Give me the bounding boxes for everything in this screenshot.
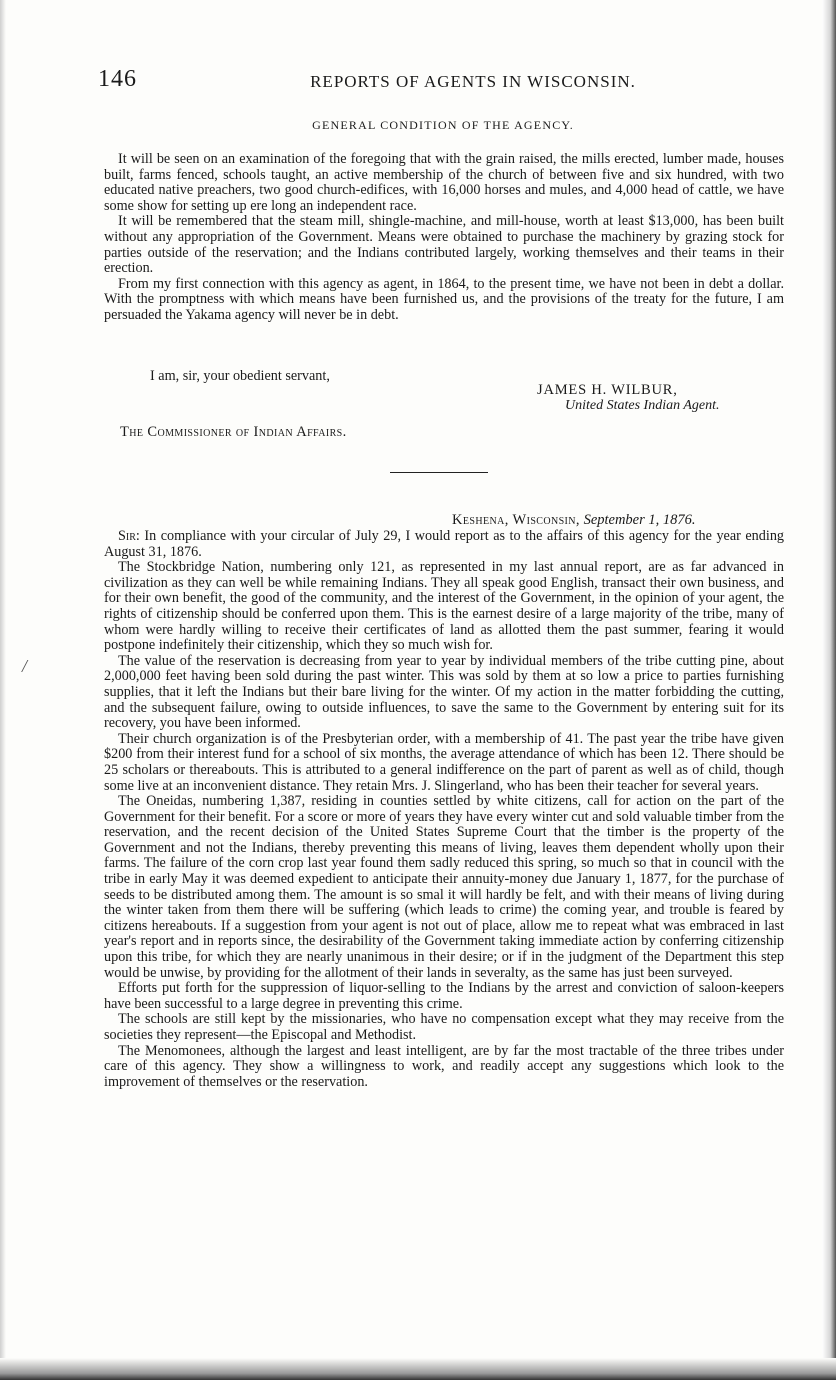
paragraph: The value of the reservation is decreasing from year to year by individual members of the tribe cutting pine, about 2,000,000 feet having been sold during the past winter. This was sold by them at so low a price to parties furnishing supplies, that it left the Indians but their bare living for the winter. Of my action in the matter forbidding the cutting, and the subsequent failure, owing to outside influences, to save the same to the Government by entering suit for its recovery, you have been informed. — [104, 652, 784, 732]
margin-mark: / — [22, 656, 28, 676]
dateline-date: September 1, 1876. — [583, 512, 696, 528]
page-number: 146 — [98, 66, 137, 92]
paragraph: The Menomonees, although the largest and least intelligent, are by far the most tractable of the three tribes under care of this agency. They show a willingness to work, and readily accept any suggestions which look to the improvement of themselves or the reservation. — [104, 1042, 784, 1090]
addressee: The Commissioner of Indian Affairs. — [120, 424, 347, 440]
dateline-place: Keshena, Wisconsin, — [452, 512, 580, 528]
letter-one-body — [104, 152, 784, 324]
paragraph — [104, 529, 784, 560]
page-header — [98, 66, 788, 98]
paragraph: Efforts put forth for the suppression of liquor-selling to the Indians by the arrest and conviction of saloon-keepers have been successful to a large degree in preventing this crime. — [104, 980, 784, 1012]
signer-name: JAMES H. WILBUR, — [537, 382, 678, 398]
paragraph: Their church organization is of the Presbyterian order, with a membership of 41. The past year the tribe have given $200 from their interest fund for a school of six months, the average attendance of which has been 12. There should be 25 scholars or thereabouts. This is attributed to a general indifference on the part of parent as well as of child, though some live at an inconvenient distance. They retain Mrs. J. Slingerland, who has been their teacher for several years. — [104, 730, 784, 794]
paragraph: From my first connection with this agency as agent, in 1864, to the present time, we have not been in debt a dollar. With the promptness with which means have been furnished us, and the provisions of the treaty for the future, I am persuaded the Yakama agency will never be in debt. — [104, 275, 784, 323]
running-title: REPORTS OF AGENTS IN WISCONSIN. — [310, 72, 636, 91]
page-bottom-edge — [0, 1358, 836, 1380]
page-right-edge — [822, 0, 836, 1380]
paragraph: It will be seen on an examination of the foregoing that with the grain raised, the mills erected, lumber made, houses built, farms fenced, schools taught, an active membership of the church of between five and six hundred, with two educated native preachers, two good church-edifices, with 16,000 horses and mules, and 4,000 head of cattle, we have some show for setting up ere long an independent race. — [104, 151, 784, 214]
paragraph: The Oneidas, numbering 1,387, residing in counties settled by white citizens, call for action on the part of the Government for their benefit. For a score or more of years they have every winter cut and sold valuable timber from the reservation, and the recent decision of the United States Supreme Court that the timber is the property of the Government and not the Indians, thereby preventing this means of living, leaves them dependent wholly upon their farms. The failure of the corn crop last year found them sadly reduced this spring, so much so that in council with the tribe in early May it was deemed expedient to anticipate their annuity-money due January 1, 1877, for the purchase of seeds to be distributed among them. The amount is so smal it will hardly be felt, and with their means of living during the winter taken from them there will be suffering (which leads to crime) the coming year, and trouble is feared by citizens hereabouts. If a suggestion from your agent is not out of place, allow me to repeat what was embraced in last year's report and in reports since, the desirability of the Government taking immediate action by conferring citizenship upon this tribe, for which they are nearly unanimous in their desire; or if in the judgment of the Department this step would be unwise, by providing for the allotment of their lands in severalty, as the same has just been surveyed. — [104, 793, 784, 981]
page-left-edge — [0, 0, 6, 1380]
paragraph: It will be remembered that the steam mill, shingle-machine, and mill-house, worth at least $13,000, has been built without any appropriation of the Government. Means were obtained to purchase the machinery by grazing stock for parties outside of the reservation; and the Indians contributed largely, working themselves and their teams in their erection. — [104, 213, 784, 277]
letter-two-body — [104, 529, 784, 1090]
paragraph: The Stockbridge Nation, numbering only 121, as represented in my last annual report, are as far advanced in civilization as they can well be while remaining Indians. They all speak good English, transact their own business, and for their own benefit, the good of the community, and the interest of the Government, in the opinion of your agent, the rights of citizenship should be conferred upon them. This is the earnest desire of a large majority of the tribe, many of whom were hardly willing to receive their certificates of land as allotted them the past summer, fearing it would postpone indefinitely their citizenship, which they so much wish for. — [104, 559, 784, 654]
salutation: Sir: — [118, 528, 140, 544]
signer-title: United States Indian Agent. — [565, 398, 720, 413]
closing-line: I am, sir, your obedient servant, — [150, 368, 330, 384]
section-divider — [390, 472, 488, 473]
paragraph-text: In compliance with your circular of July 29, I would report as to the affairs of this agency for the year ending August 31, 1876. — [104, 528, 785, 560]
section-heading: GENERAL CONDITION OF THE AGENCY. — [312, 118, 574, 132]
dateline — [452, 512, 696, 529]
paragraph: The schools are still kept by the missionaries, who have no compensation except what they may receive from the societies they represent—the Episcopal and Methodist. — [104, 1011, 784, 1043]
